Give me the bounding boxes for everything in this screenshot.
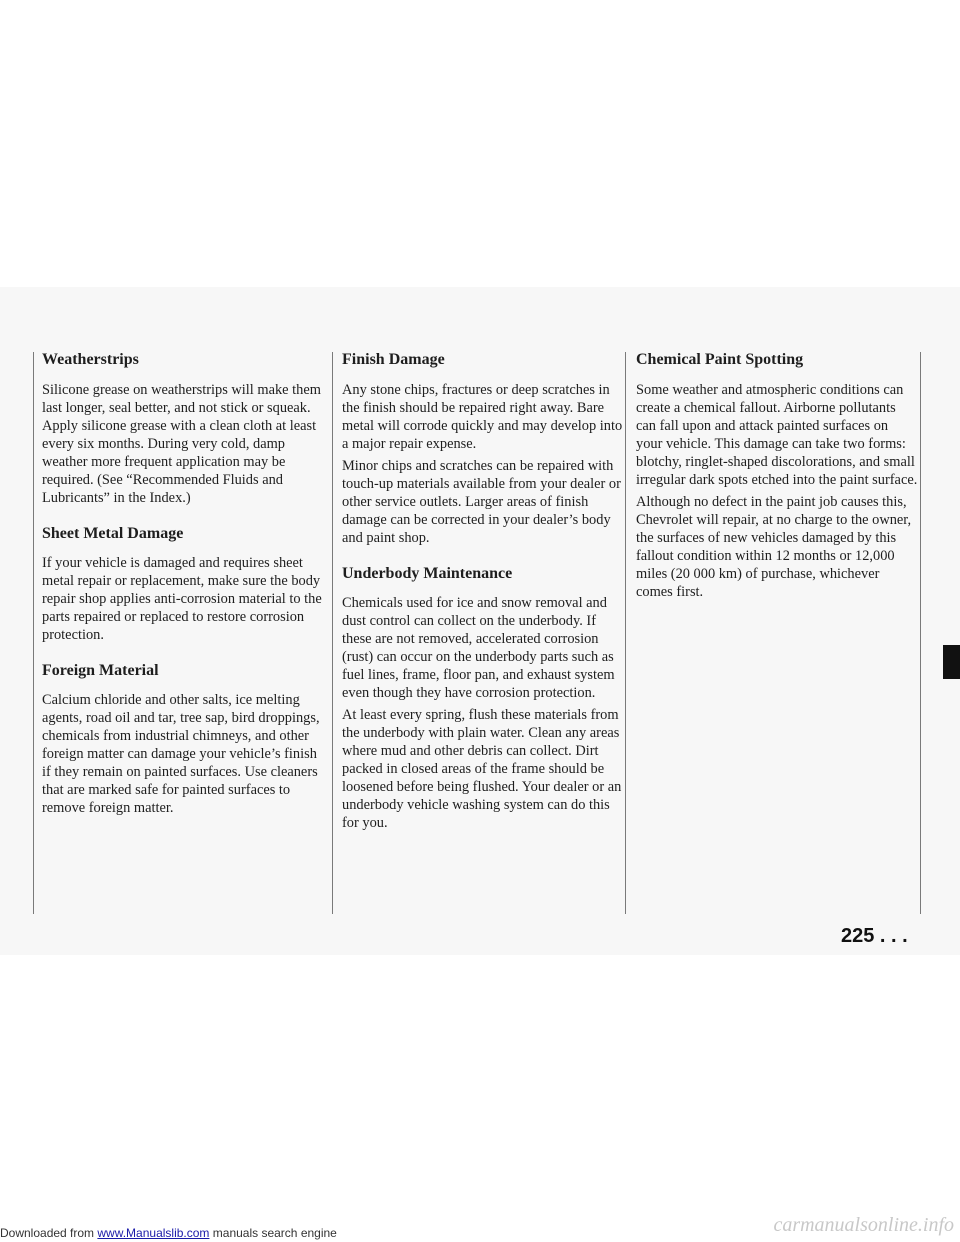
paragraph: Although no defect in the paint job causes this, Chevrolet will repair, at no charge to the owner, the surfaces of new vehicles damaged by this fallout condition within 12 months or 12,000 miles (20 000 km) of purchase, whichever comes first. <box>636 494 912 600</box>
footer-prefix: Downloaded from <box>0 1226 98 1240</box>
section-sheet-metal-damage <box>42 524 327 644</box>
page-number: 225 . . . <box>841 925 908 947</box>
heading-sheet-metal-damage: Sheet Metal Damage <box>42 525 184 542</box>
footer-suffix: manuals search engine <box>209 1226 337 1240</box>
paragraph: At least every spring, flush these materials from the underbody with plain water. Clean any areas where mud and other debris can collect. Dirt packed in closed areas of the frame should be loosened before being flushed. Your dealer or an underbody vehicle washing system can do this for you. <box>342 707 622 831</box>
heading-weatherstrips: Weatherstrips <box>42 351 139 368</box>
paragraph: Chemicals used for ice and snow removal and dust control can collect on the underbody. If these are not removed, accelerated corrosion (rust) can occur on the underbody parts such as fuel lines, frame, floor pan, and exhaust system even though they have corrosion protection. <box>342 595 615 701</box>
heading-foreign-material: Foreign Material <box>42 662 159 679</box>
paragraph: Minor chips and scratches can be repaired with touch-up materials available from your dealer or other service outlets. Larger areas of finish damage can be corrected in your dealer’s body and paint shop. <box>342 458 621 546</box>
section-thumb-tab <box>943 645 960 679</box>
column-rule-right <box>625 352 626 914</box>
paragraph: Calcium chloride and other salts, ice melting agents, road oil and tar, tree sap, bird droppings, chemicals from industrial chimneys, and other foreign matter can damage your vehicle’s finish if they remain on painted surfaces. Use cleaners that are marked safe for painted surfaces to remove foreign matter. <box>42 692 320 816</box>
manualslib-link[interactable]: www.Manualslib.com <box>97 1226 210 1240</box>
column-1 <box>42 350 327 834</box>
column-rule-mid <box>332 352 333 914</box>
section-underbody-maintenance <box>342 564 624 832</box>
column-rule-far-right <box>920 352 921 914</box>
column-2 <box>342 350 624 849</box>
section-foreign-material <box>42 661 327 817</box>
footer <box>0 1214 960 1242</box>
section-finish-damage <box>342 350 624 547</box>
heading-chemical-paint-spotting: Chemical Paint Spotting <box>636 351 804 368</box>
column-rule-left <box>33 352 34 914</box>
footer-source <box>0 1225 337 1242</box>
heading-underbody-maintenance: Underbody Maintenance <box>342 565 513 582</box>
paragraph: Some weather and atmospheric conditions can create a chemical fallout. Airborne pollutants can fall upon and attack painted surfaces on your vehicle. This damage can take two forms: blotchy, ringlet-shaped discolorations, and small irregular dark spots etched into the paint surface. <box>636 382 918 488</box>
section-chemical-paint-spotting <box>636 350 918 601</box>
paragraph: If your vehicle is damaged and requires sheet metal repair or replacement, make sure the body repair shop applies anti-corrosion material to the parts repaired or replaced to restore corrosion protection. <box>42 555 322 643</box>
column-3 <box>636 350 918 618</box>
paragraph: Any stone chips, fractures or deep scratches in the finish should be repaired right away. Bare metal will corrode quickly and may develop into a major repair expense. <box>342 382 623 452</box>
section-weatherstrips <box>42 350 327 507</box>
paragraph: Silicone grease on weatherstrips will make them last longer, seal better, and not stick or squeak. Apply silicone grease with a clean cloth at least every six months. During very cold, damp weather more frequent application may be required. (See “Recommended Fluids and Lubricants” in the Index.) <box>42 382 321 506</box>
watermark: carmanualsonline.info <box>773 1214 954 1236</box>
heading-finish-damage: Finish Damage <box>342 351 445 368</box>
